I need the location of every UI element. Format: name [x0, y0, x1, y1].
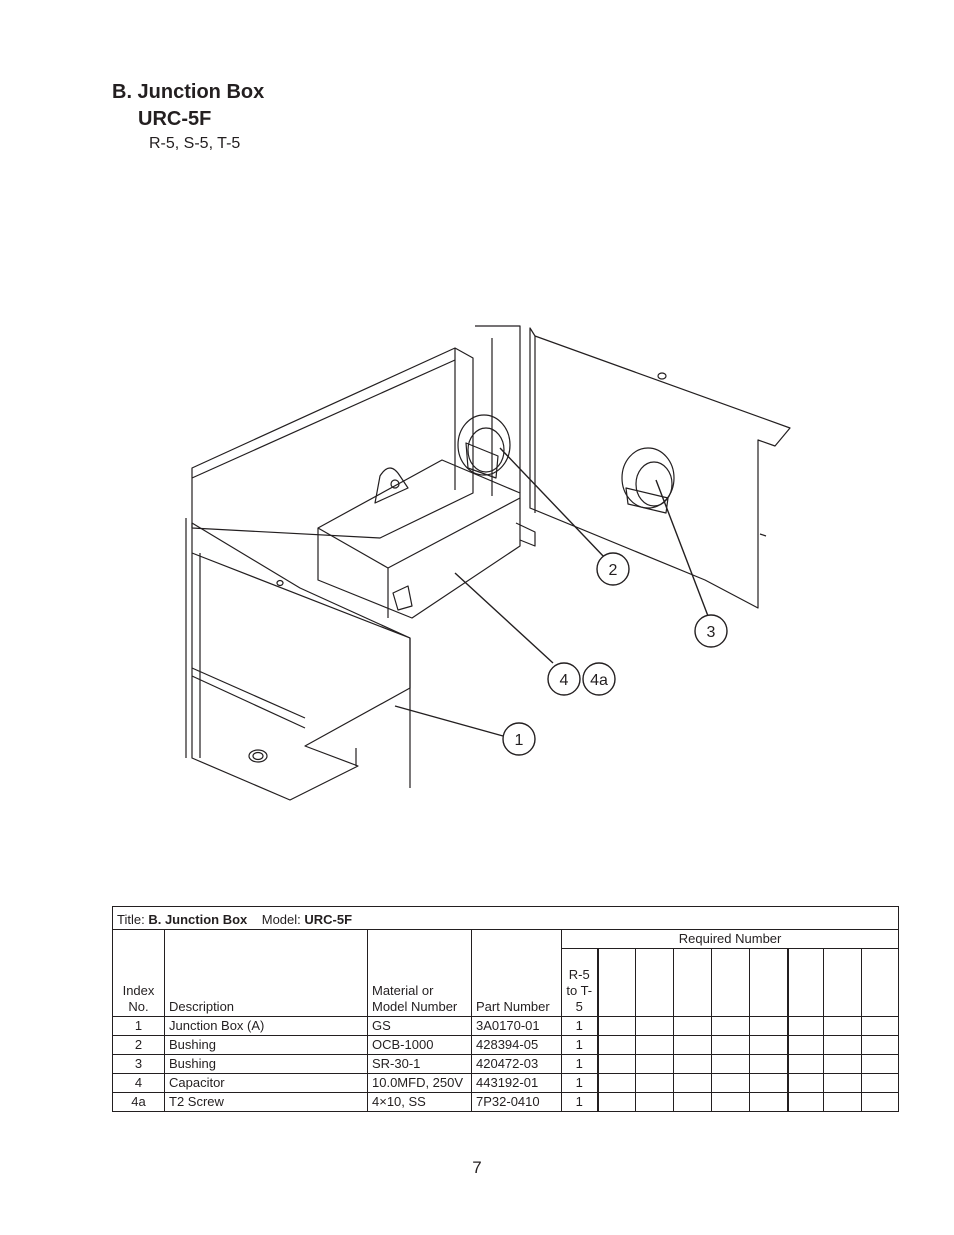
section-heading	[112, 78, 264, 156]
table-row: 4a T2 Screw 4×10, SS 7P32-0410 1	[113, 1093, 899, 1112]
table-row: 2 Bushing OCB-1000 428394-05 1	[113, 1036, 899, 1055]
header-part-number: Part Number	[472, 930, 562, 1017]
parts-table	[112, 906, 899, 1112]
model-variants: R-5, S-5, T-5	[149, 135, 241, 152]
junction-box-drawing	[180, 318, 800, 808]
table-row: 3 Bushing SR-30-1 420472-03 1	[113, 1055, 899, 1074]
table-row: 4 Capacitor 10.0MFD, 250V 443192-01 1	[113, 1074, 899, 1093]
header-material: Material or Model Number	[368, 930, 472, 1017]
header-index: Index No.	[113, 930, 165, 1017]
section-title: B. Junction Box	[112, 81, 265, 103]
header-r5-t5: R-5 to T-5	[562, 949, 598, 1017]
page-number: 7	[472, 1158, 482, 1177]
callout-4a: 4a	[590, 672, 608, 689]
header-description: Description	[165, 930, 368, 1017]
callout-3: 3	[706, 624, 716, 641]
header-required-number: Required Number	[562, 930, 899, 949]
table-row: 1 Junction Box (A) GS 3A0170-01 1	[113, 1017, 899, 1036]
callout-4: 4	[559, 672, 569, 689]
model-title: URC-5F	[138, 108, 212, 130]
callout-2: 2	[608, 562, 618, 579]
table-title: Title: B. Junction Box Model: URC-5F	[113, 907, 899, 930]
callout-1: 1	[514, 732, 524, 749]
